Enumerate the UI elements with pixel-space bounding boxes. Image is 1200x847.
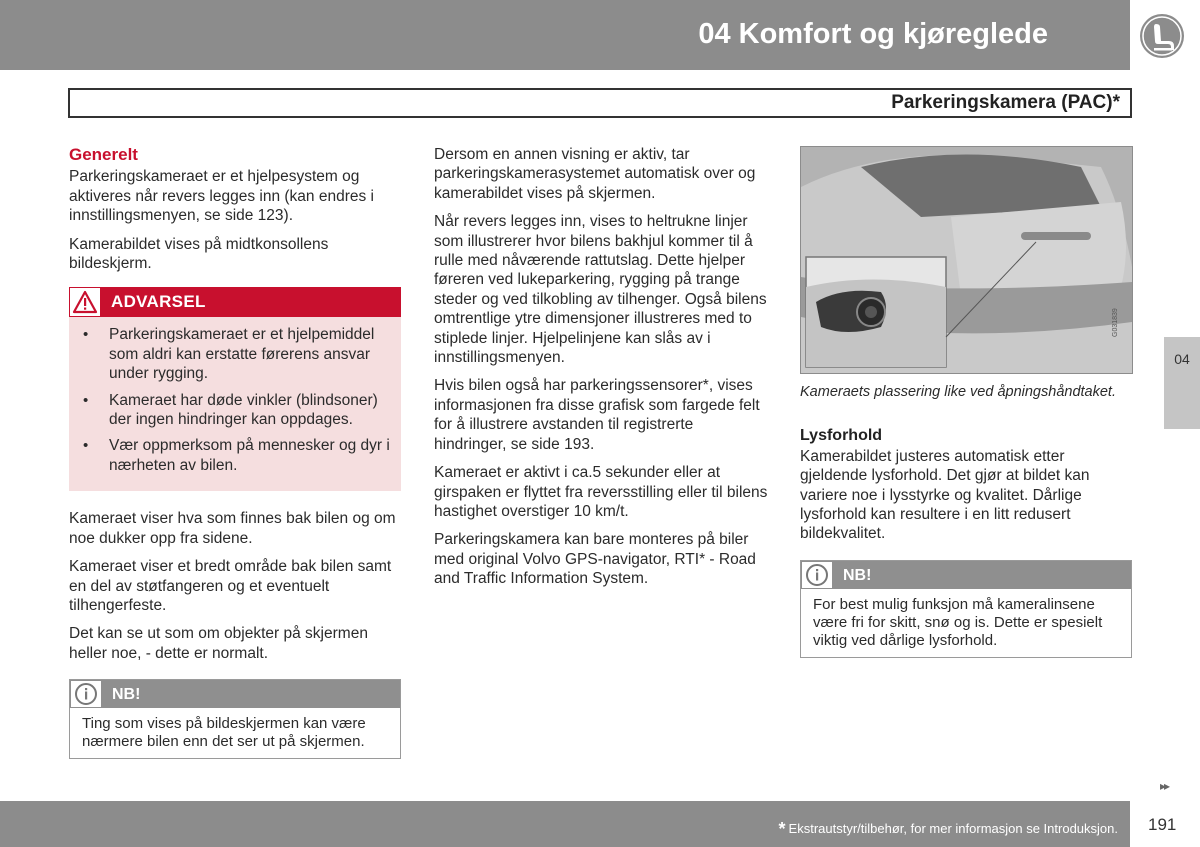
- note-label: NB!: [843, 566, 872, 584]
- paragraph: Det kan se ut som om objekter på skjermen heller noe, - dette er normalt.: [69, 625, 368, 662]
- middle-column: [434, 145, 769, 598]
- info-circle-icon: [802, 562, 832, 588]
- warning-box: [69, 287, 401, 491]
- next-page-arrows-icon[interactable]: ▸▸: [1160, 779, 1169, 793]
- info-circle-icon: [71, 681, 101, 707]
- note-label: NB!: [112, 686, 141, 704]
- warning-list: [69, 317, 401, 491]
- car-seat-icon: [1138, 12, 1186, 60]
- warning-header: [69, 287, 401, 317]
- warning-item: • Vær oppmerksom på mennesker og dyr i nærheten av bilen.: [109, 436, 391, 475]
- left-column: [69, 145, 401, 759]
- chapter-side-tab[interactable]: [1164, 337, 1200, 429]
- footnote: [779, 819, 1118, 840]
- paragraph: Parkeringskameraet er et hjelpesystem og aktiveres når revers legges inn (kan endres i innstillingsmenyen, se side 123).: [69, 168, 374, 225]
- section-title: Parkeringskamera (PAC)*: [891, 92, 1120, 113]
- paragraph: Dersom en annen visning er aktiv, tar parkeringskamerasystemet automatisk over og kamerabildet vises på skjermen.: [434, 146, 756, 202]
- note-box: [800, 560, 1132, 658]
- paragraph: Kamerabildet justeres automatisk etter gjeldende lysforhold. Det gjør at bildet kan variere noe i lysstyrke og kvalitet. Dårlige lysforhold kan resultere i en litt redusert bildekvalitet.: [800, 447, 1090, 543]
- footnote-star: *: [778, 819, 786, 839]
- note-icon-box: [801, 561, 833, 589]
- paragraph: Hvis bilen også har parkeringssensorer*, vises informasjonen fra disse grafisk som fargede felt for å illustrere avstanden til registrerte hindringer, se side 193.: [434, 377, 760, 453]
- note-header: [70, 680, 400, 708]
- footer-bar: [0, 801, 1130, 847]
- heading-generelt: Generelt: [69, 145, 138, 164]
- warning-item: • Kameraet har døde vinkler (blindsoner) der ingen hindringer kan oppdages.: [109, 391, 391, 430]
- camera-location-photo: [800, 146, 1133, 374]
- page-number: 191: [1148, 815, 1177, 834]
- paragraph: Kamerabildet vises på midtkonsollens bildeskjerm.: [69, 235, 329, 273]
- paragraph: Kameraet viser et bredt område bak bilen samt en del av støtfangeren og et eventuelt tilhengerfeste.: [69, 558, 392, 614]
- chapter-title: 04 Komfort og kjøreglede: [698, 18, 1048, 50]
- note-header: [801, 561, 1131, 589]
- paragraph: Parkeringskamera kan bare monteres på biler med original Volvo GPS-navigator, RTI* - Road and Traffic Information System.: [434, 531, 756, 588]
- chapter-tab-label: 04: [1174, 351, 1190, 367]
- note-icon-box: [70, 680, 102, 708]
- paragraph: Når revers legges inn, vises to heltrukne linjer som illustrerer hvor bilens bakhjul kommer til å rulle med nåværende rattutslag. Dette hjelper føreren ved lukeparkering, rygging på trange steder og ved tilkobling av tilhenger. Også bilens omtrentlige ytre dimensjoner illustreres med to stiplede linjer. Hjelpelinjene kan slås av i innstillingsmenyen.: [434, 213, 767, 367]
- warning-icon-box: [69, 287, 101, 317]
- car-rear-illustration: [801, 147, 1132, 373]
- warning-label: ADVARSEL: [111, 292, 206, 312]
- footnote-text: Ekstrautstyr/tilbehør, for mer informasjon se Introduksjon.: [788, 821, 1118, 836]
- warning-item: • Parkeringskameraet er et hjelpemiddel som aldri kan erstatte førerens ansvar under rygging.: [109, 325, 391, 383]
- note-text: For best mulig funksjon må kameralinsene være fri for skitt, snø og is. Dette er spesielt viktig ved dårlige lysforhold.: [813, 595, 1103, 649]
- image-code: G031839: [1112, 308, 1119, 337]
- header-bar: [0, 0, 1130, 70]
- warning-triangle-icon: [70, 288, 100, 316]
- paragraph: Kameraet viser hva som finnes bak bilen og om noe dukker opp fra sidene.: [69, 510, 396, 547]
- right-column: [800, 146, 1132, 658]
- note-box: [69, 679, 401, 759]
- image-caption: Kameraets plassering like ved åpningshåndtaket.: [800, 384, 1116, 400]
- section-title-box: [68, 88, 1132, 118]
- heading-lysforhold: Lysforhold: [800, 427, 883, 445]
- note-text: Ting som vises på bildeskjermen kan være nærmere bilen enn det ser ut på skjermen.: [82, 715, 366, 751]
- paragraph: Kameraet er aktivt i ca.5 sekunder eller at girspaken er flyttet fra reversstilling eller til bilens hastighet overstiger 10 km/t.: [434, 464, 768, 520]
